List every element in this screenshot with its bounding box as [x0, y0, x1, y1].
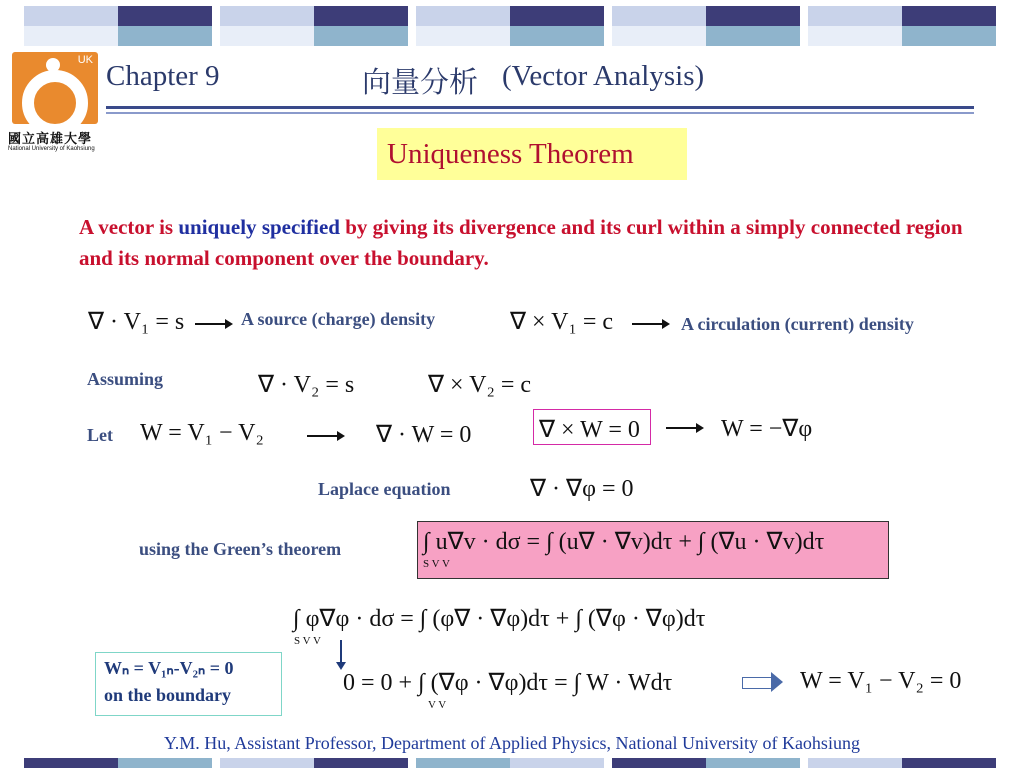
statement-text: by giving its divergence and its curl within a simply connected region and its normal component over the boundary. — [79, 215, 963, 270]
banner-block — [416, 6, 604, 46]
source-density-label: A source (charge) density — [241, 309, 436, 329]
equation-zero-integral: 0 = 0 + ∫ (∇φ · ∇φ)dτ = ∫ W · Wdτ — [343, 670, 673, 696]
theorem-title-box — [377, 128, 687, 180]
theorem-statement — [79, 212, 989, 274]
chapter-title-en: (Vector Analysis) — [502, 60, 705, 92]
banner-block — [612, 6, 800, 46]
university-name-cn: 國立高雄大學 — [8, 132, 93, 147]
equation-w-definition: W = V₁ − V₂ — [140, 420, 264, 446]
banner-block — [808, 6, 996, 46]
implies-arrow-icon — [742, 677, 771, 689]
logo-badge: UK — [77, 54, 93, 66]
university-logo — [8, 52, 102, 152]
down-arrow-icon — [340, 640, 342, 664]
equation-curl-w: ∇ × W = 0 — [539, 417, 640, 443]
equation-curl-v2: ∇ × V₂ = c — [428, 372, 532, 398]
arrow-icon — [307, 435, 343, 437]
let-label: Let — [87, 425, 113, 445]
banner-block — [24, 6, 212, 46]
integral-limits: S V V — [423, 558, 450, 570]
statement-emphasis: uniquely — [178, 215, 257, 239]
boundary-condition-box — [95, 652, 282, 716]
assuming-label: Assuming — [87, 369, 164, 389]
arrow-icon — [195, 323, 231, 325]
equation-div-v1: ∇ · V₁ = s — [88, 309, 185, 335]
logo-mark-icon — [12, 52, 98, 124]
slide-footer: Y.M. Hu, Assistant Professor, Department of Applied Physics, National University of Kaohsiung — [164, 733, 860, 753]
title-divider-secondary — [106, 112, 974, 114]
theorem-title: Uniqueness Theorem — [387, 138, 634, 170]
equation-curl-v1: ∇ × V₁ = c — [510, 309, 614, 335]
equation-phi-green: ∫ φ∇φ · dσ = ∫ (φ∇ · ∇φ)dτ + ∫ (∇φ · ∇φ)dτ — [293, 606, 706, 632]
university-name-en: National University of Kaohsiung — [8, 146, 95, 152]
laplace-label: Laplace equation — [318, 479, 451, 499]
footer-banner — [24, 758, 1000, 768]
equation-div-v2: ∇ · V₂ = s — [258, 372, 355, 398]
banner-block — [220, 6, 408, 46]
integral-limits: V V — [428, 699, 447, 711]
equation-laplace: ∇ · ∇φ = 0 — [530, 476, 634, 502]
arrow-icon — [666, 427, 702, 429]
arrow-icon — [632, 323, 668, 325]
chapter-title-cn: 向量分析 — [362, 65, 479, 99]
green-theorem-label: using the Green’s theorem — [139, 539, 342, 559]
equation-w-gradient: W = −∇φ — [721, 416, 813, 442]
integral-limits: S V V — [294, 635, 321, 647]
chapter-label: Chapter 9 — [106, 60, 220, 92]
equation-div-w: ∇ · W = 0 — [376, 422, 472, 448]
boundary-condition-note: on the boundary — [104, 685, 232, 705]
equation-green-theorem: ∫ u∇v · dσ = ∫ (u∇ · ∇v)dτ + ∫ (∇u · ∇v)dτ — [423, 529, 825, 555]
statement-emphasis: specified — [261, 215, 340, 239]
title-divider — [106, 106, 974, 109]
header-banner — [24, 6, 1000, 46]
circulation-density-label: A circulation (current) density — [681, 314, 914, 334]
equation-final-result: W = V₁ − V₂ = 0 — [800, 668, 962, 694]
boundary-condition: Wₙ = V₁ₙ-V₂ₙ = 0 — [104, 658, 234, 678]
statement-text: A vector is — [79, 215, 179, 239]
